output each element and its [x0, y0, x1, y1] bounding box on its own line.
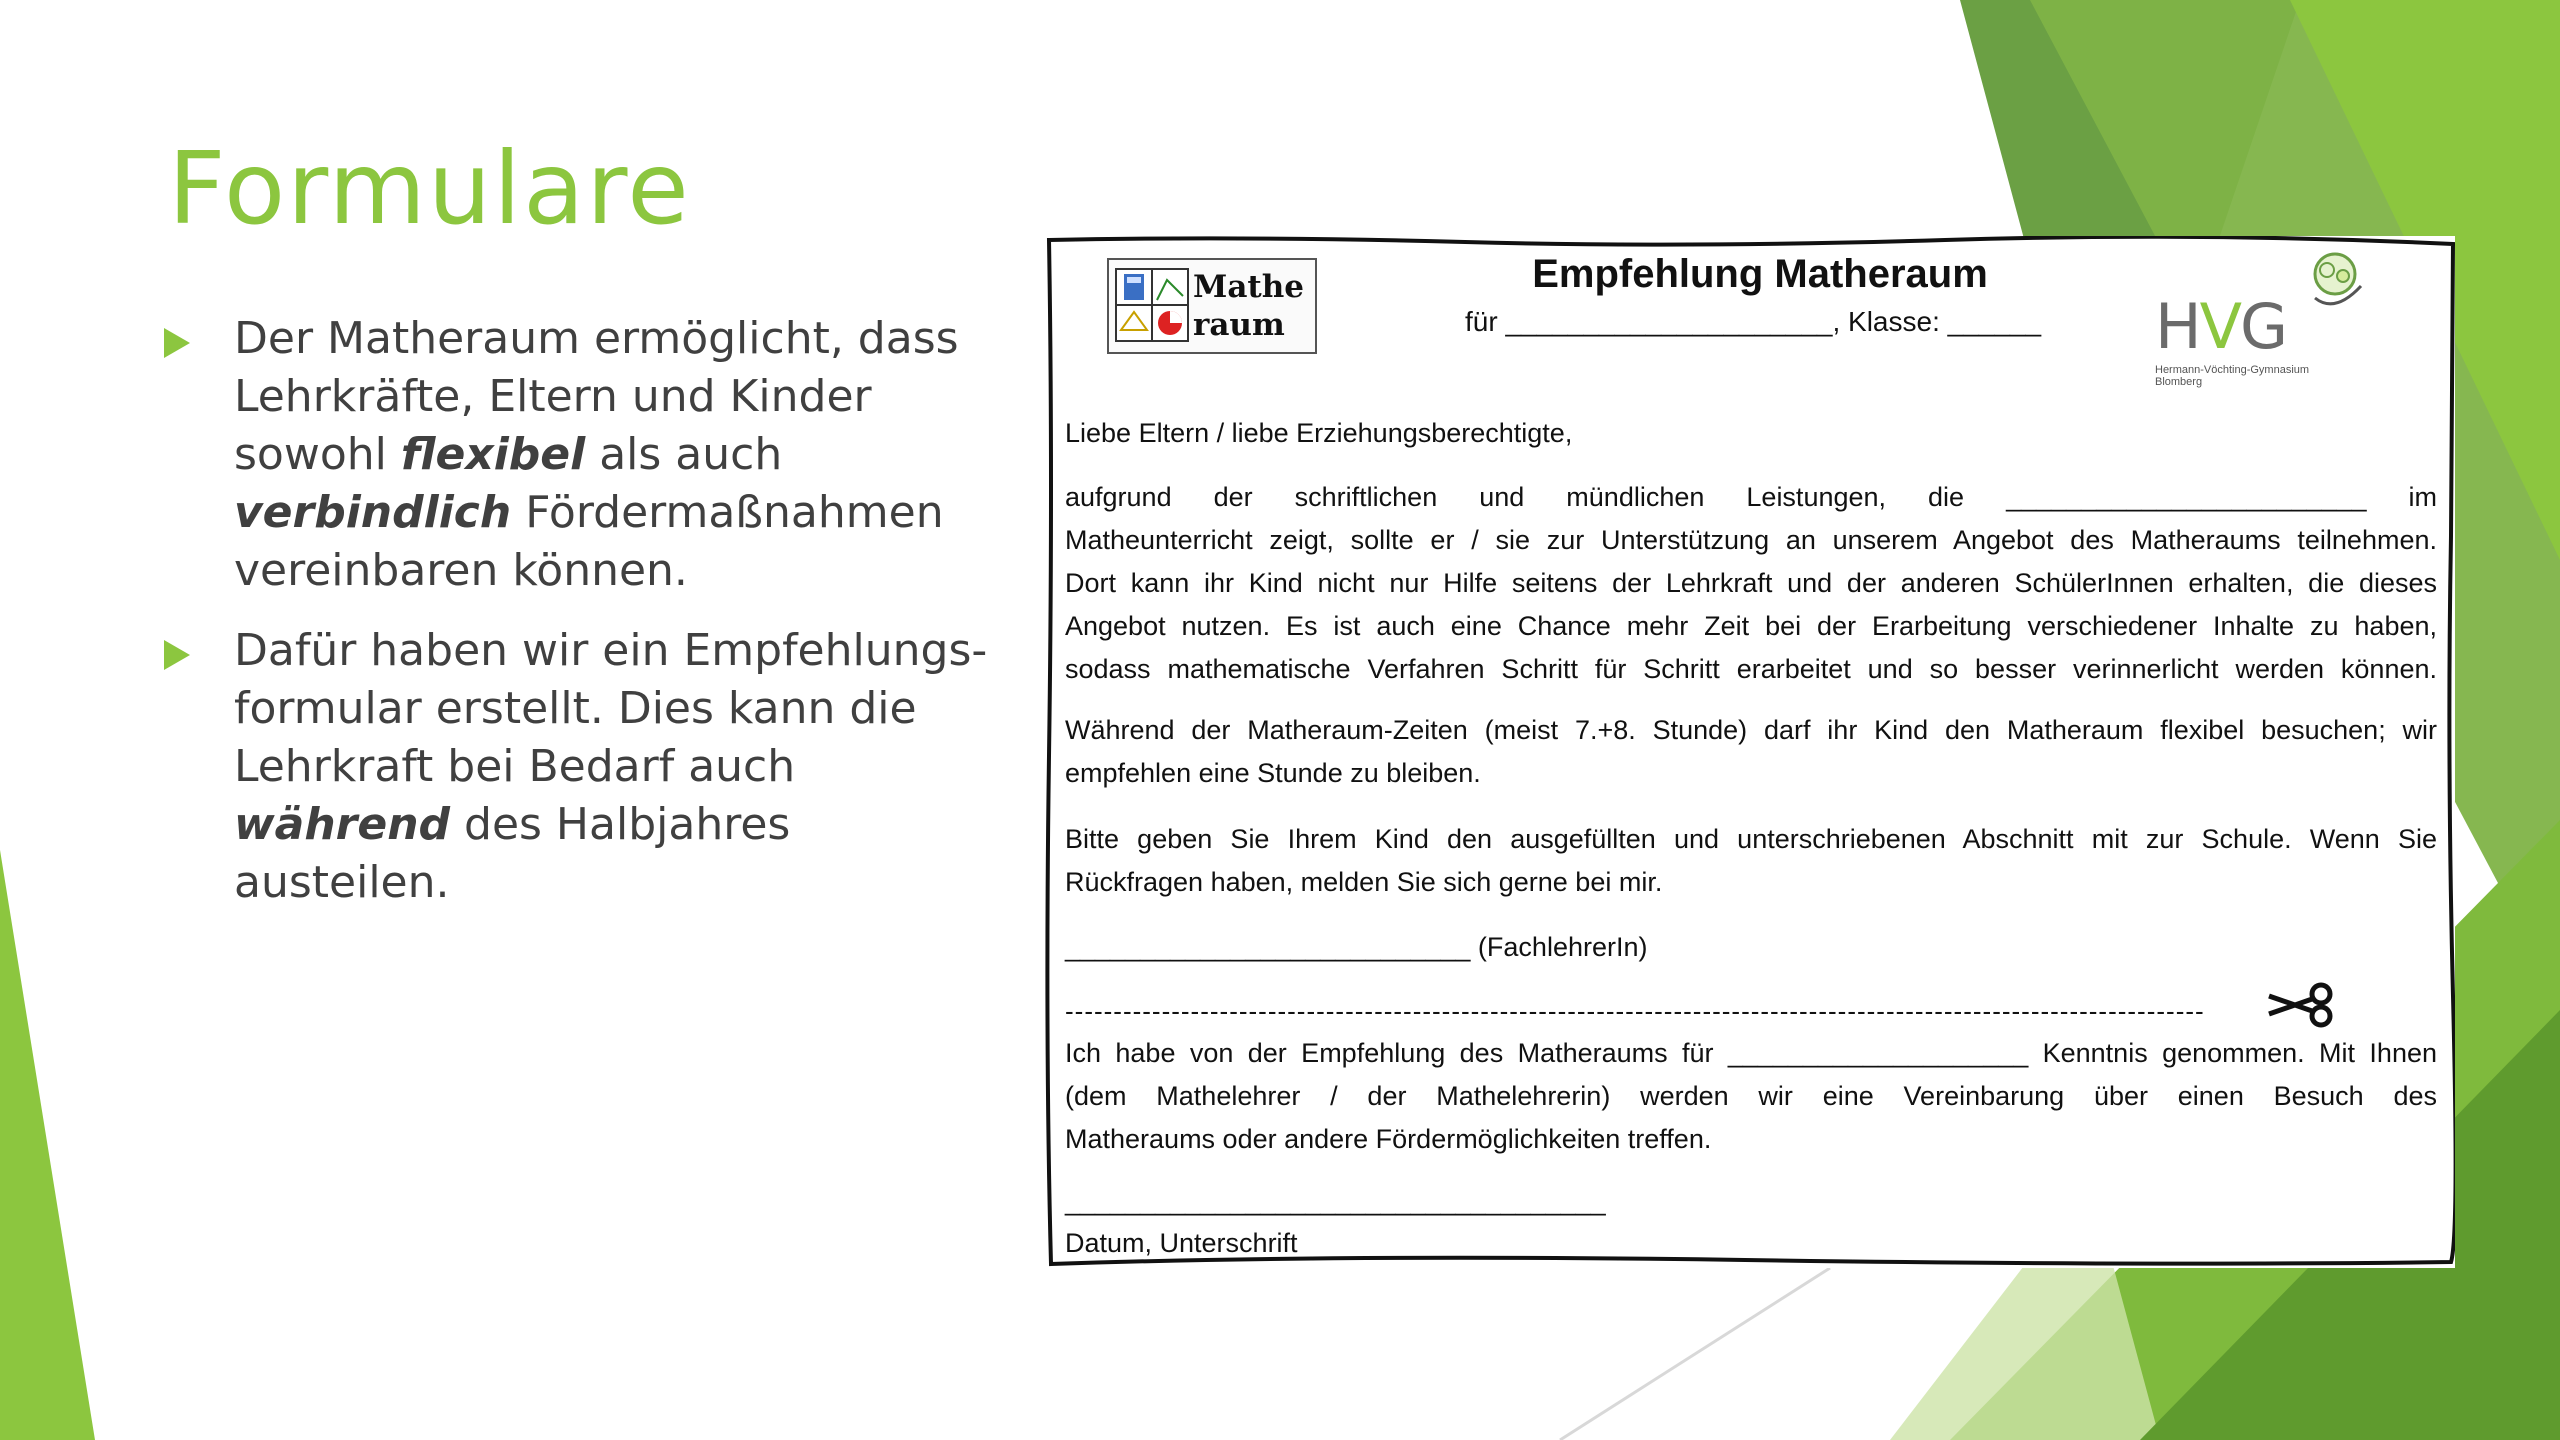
text-line: Dort kann ihr Kind nicht nur Hilfe seitens der Lehrkraft und der anderen SchülerInnen erhalten, die dieses [1065, 568, 2437, 598]
slide-title: Formulare [168, 130, 691, 247]
matheraum-logo-text: Mathe raum [1193, 269, 1304, 343]
form-paragraph-4 [1065, 1032, 2437, 1161]
text-line: Matheunterricht zeigt, sollte er / sie zur Unterstützung an unserem Angebot des Matheraums teilnehmen. [1065, 525, 2437, 555]
text-line: sodass mathematische Verfahren Schritt für Schritt erarbeitet und so besser verinnerlicht werden können. [1065, 654, 2437, 684]
hvg-logo-text: HVG [2155, 290, 2287, 363]
cut-line: ---------------------------------------------------------------------------------------------------------------------- [1065, 996, 2205, 1026]
hvg-school-logo [2155, 250, 2345, 388]
text-line: Bitte geben Sie Ihrem Kind den ausgefüllten und unterschriebenen Abschnitt mit zur Schule. Wenn Sie [1065, 824, 2437, 854]
text-line: (dem Mathelehrer / der Mathelehrerin) werden wir eine Vereinbarung über einen Besuch des [1065, 1081, 2437, 1111]
form-paragraph-3 [1065, 818, 2437, 904]
triangle-bullet-icon [164, 640, 190, 670]
left-green-shard [0, 850, 95, 1440]
text-line: Matheraums oder andere Fördermöglichkeiten treffen. [1065, 1124, 1712, 1154]
form-content [1065, 236, 2435, 1268]
bullet-text: Dafür haben wir ein Empfehlungs-formular erstellt. Dies kann die Lehrkraft bei Bedarf auch während des Halbjahres austeilen. [234, 625, 988, 908]
bullet-item [160, 622, 1000, 912]
hvg-logo-subtitle: Hermann-Vöchting-Gymnasium Blomberg [2155, 364, 2310, 388]
teacher-signature-line: ___________________________ (FachlehrerIn) [1065, 932, 1648, 962]
text-line: Während der Matheraum-Zeiten (meist 7.+8. Stunde) darf ihr Kind den Matheraum flexibel besuchen; wir [1065, 715, 2437, 745]
text-line: Angebot nutzen. Es ist auch eine Chance mehr Zeit bei der Erarbeitung verschiedener Inhalte zu haben, [1065, 611, 2437, 641]
form-for-class-line: für _____________________, Klasse: ______ [1465, 306, 2042, 337]
form-greeting: Liebe Eltern / liebe Erziehungsberechtigte, [1065, 418, 1573, 448]
form-paragraph-1 [1065, 476, 2437, 691]
recommendation-form-image [1045, 236, 2455, 1268]
tree-icon [2305, 250, 2365, 310]
thin-grey-line [1560, 1268, 1830, 1440]
bullet-text: Der Matheraum ermöglicht, dass Lehrkräfte, Eltern und Kinder sowohl flexibel als auch verbindlich Fördermaßnahmen vereinbaren können. [234, 313, 959, 596]
date-signature-label: Datum, Unterschrift [1065, 1228, 1298, 1258]
form-title: Empfehlung Matheraum [1532, 252, 1988, 296]
scissors-icon [2265, 982, 2335, 1028]
triangle-bullet-icon [164, 328, 190, 358]
text-line: empfehlen eine Stunde zu bleiben. [1065, 758, 1481, 788]
form-paragraph-2 [1065, 709, 2437, 795]
signature-line: ____________________________________ [1065, 1186, 1606, 1216]
bullet-item [160, 310, 1000, 600]
text-line: Rückfragen haben, melden Sie sich gerne bei mir. [1065, 867, 1663, 897]
text-line: Ich habe von der Empfehlung des Matheraums für ____________________ Kenntnis genommen. Mit Ihnen [1065, 1038, 2437, 1068]
text-line: aufgrund der schriftlichen und mündlichen Leistungen, die ________________________ im [1065, 482, 2437, 512]
bullet-list [160, 310, 1000, 934]
